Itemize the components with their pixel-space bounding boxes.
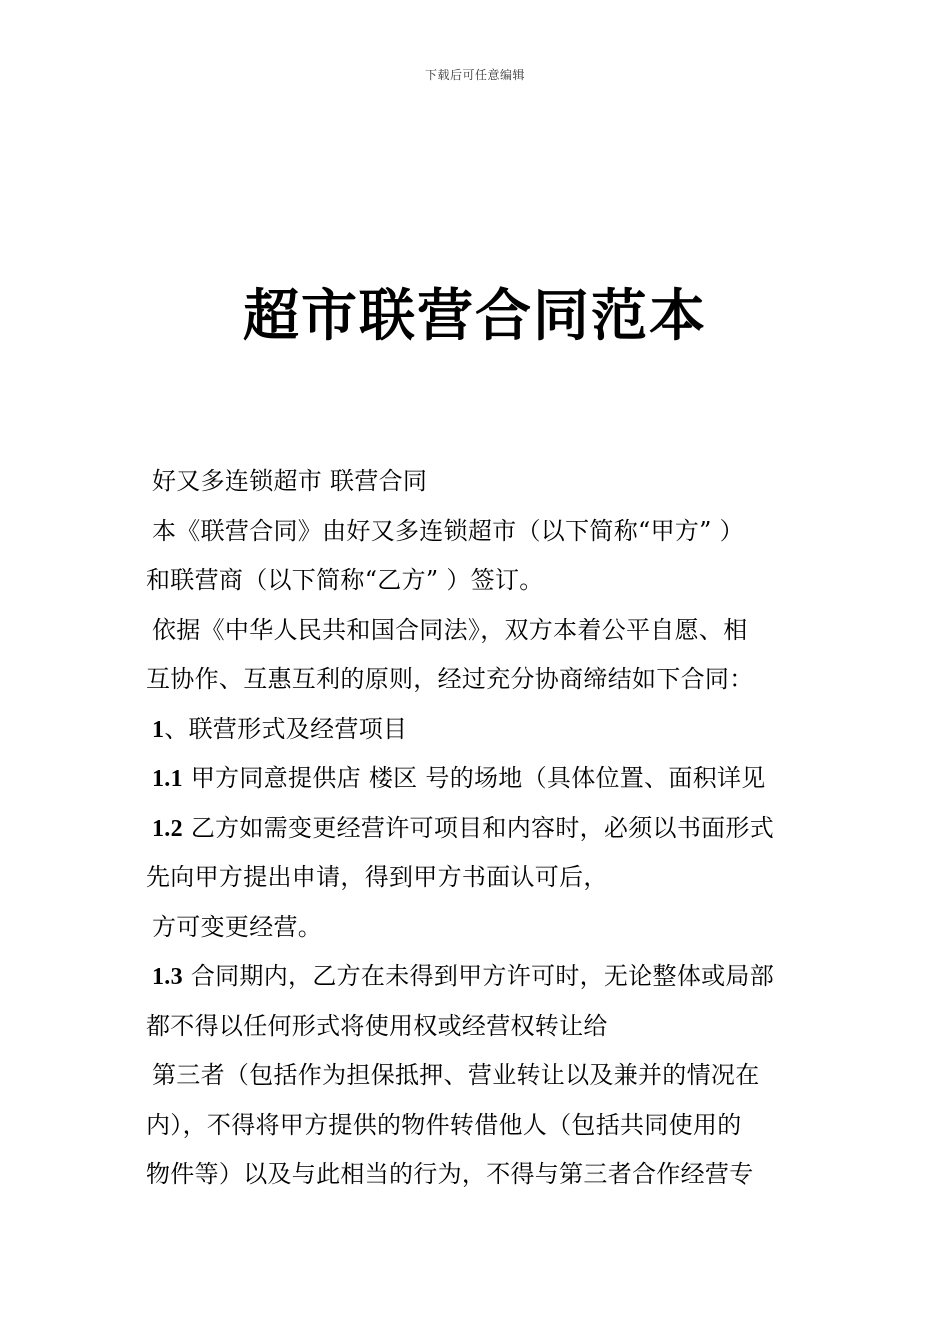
line-text: 内），不得将甲方提供的物件转借他人（包括共同使用的	[146, 1110, 742, 1139]
paragraph-line	[146, 556, 816, 606]
clause-number: 1.1	[152, 766, 183, 792]
paragraph-line	[146, 1101, 816, 1151]
clause-number: 1.3	[152, 964, 183, 990]
paragraph-line	[146, 754, 816, 804]
paragraph-line	[146, 507, 816, 557]
line-text: 方可变更经营。	[152, 912, 323, 941]
paragraph-line	[146, 1002, 816, 1052]
paragraph-line	[146, 1051, 816, 1101]
paragraph-line	[146, 606, 816, 656]
line-text: 第三者（包括作为担保抵押、营业转让以及兼并的情况在	[152, 1061, 760, 1089]
paragraph-line	[146, 804, 816, 854]
line-text: 依据《中华人民共和国合同法》，双方本着公平自愿、相	[152, 615, 748, 644]
line-text: 和联营商（以下简称“乙方” ）签订。	[146, 566, 544, 594]
paragraph-line	[146, 457, 816, 507]
line-text: 本《联营合同》由好又多连锁超市（以下简称“甲方” ）	[152, 516, 744, 545]
line-text: 甲方同意提供店 楼区 号的场地（具体位置、面积详见	[182, 764, 766, 792]
line-text: 好又多连锁超市 联营合同	[152, 467, 428, 495]
line-text: 先向甲方提出申请，得到甲方书面认可后，	[146, 863, 608, 891]
paragraph-line	[146, 655, 816, 705]
paragraph-line	[146, 952, 816, 1002]
line-text: 互协作、互惠互利的原则，经过充分协商缔结如下合同：	[146, 665, 754, 693]
line-text: 、联营形式及经营项目	[164, 714, 408, 743]
clause-number: 1.2	[152, 815, 183, 842]
line-text: 都不得以任何形式将使用权或经营权转让给	[146, 1011, 608, 1040]
header-note: 下载后可任意编辑	[424, 68, 525, 82]
clause-number: 1	[152, 716, 165, 743]
document-body	[146, 457, 816, 1200]
line-text: 合同期内，乙方在未得到甲方许可时，无论整体或局部	[182, 962, 775, 990]
paragraph-line	[146, 1150, 816, 1200]
line-text: 乙方如需变更经营许可项目和内容时，必须以书面形式	[182, 813, 775, 842]
line-text: 物件等）以及与此相当的行为，不得与第三者合作经营专	[146, 1160, 754, 1188]
document-title: 超市联营合同范本	[243, 283, 707, 349]
section-heading	[146, 705, 816, 755]
paragraph-line	[146, 853, 816, 903]
paragraph-line	[146, 903, 816, 953]
